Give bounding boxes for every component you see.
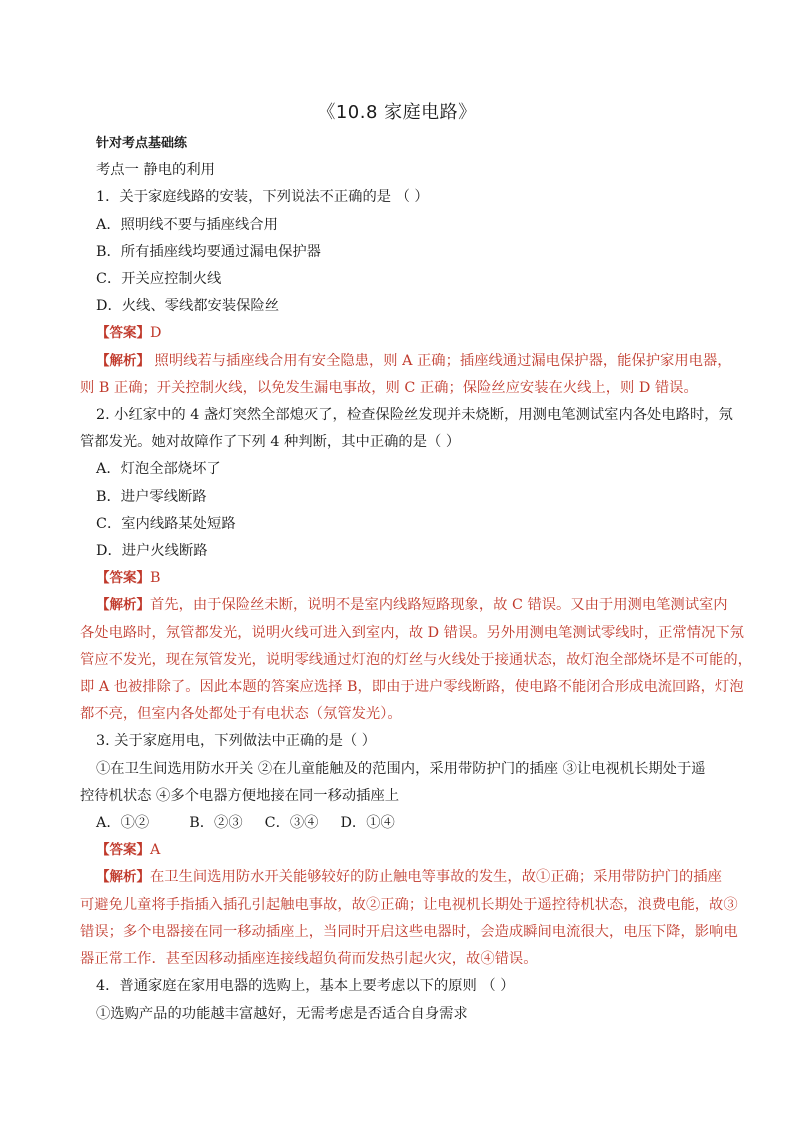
question-3-stem: 3. 关于家庭用电，下列做法中正确的是（ ） bbox=[96, 733, 377, 750]
question-1-analysis-line-1 bbox=[96, 348, 736, 375]
statement-number: ① bbox=[96, 1005, 111, 1022]
question-2-analysis-line-2: 各处电路时，氖管都发光，说明火线可进入到室内，故 D 错误。另外用测电笔测试零线时，正常情况下氖 bbox=[80, 624, 744, 641]
analysis-text: 首先，由于保险丝未断，说明不是室内线路短路现象，故 C 错误。又由于用测电笔测试室内 bbox=[150, 597, 728, 614]
question-1-option-b: B．所有插座线均要通过漏电保护器 bbox=[96, 243, 321, 260]
statement-text: 让电视机长期处于遥 bbox=[576, 760, 706, 777]
topic-heading: 考点一 静电的利用 bbox=[96, 162, 215, 179]
question-2-stem-line-2: 管都发光。她对故障作了下列 4 种判断，其中正确的是（ ） bbox=[80, 434, 461, 451]
answer-label: 【答案】 bbox=[96, 570, 150, 587]
question-3-choice-b: B．②③ bbox=[189, 815, 243, 832]
statement-ref: ④ bbox=[480, 951, 495, 968]
question-2-option-c: C．室内线路某处短路 bbox=[96, 515, 236, 532]
analysis-text: 错误。 bbox=[494, 951, 538, 968]
statement-text: 多个电器方便地接在同一移动插座上 bbox=[170, 787, 400, 804]
question-2-analysis-line-5: 都不亮，但室内各处都处于有电状态（氖管发光）。 bbox=[80, 706, 402, 723]
question-1-analysis-line-2: 则 B 正确；开关控制火线，以免发生漏电事故，则 C 正确；保险丝应安装在火线上，则 D 错误。 bbox=[80, 379, 698, 396]
section-heading: 针对考点基础练 bbox=[96, 136, 188, 151]
question-4-stem: 4．普通家庭在家用电器的选购上，基本上要考虑以下的原则 （ ） bbox=[96, 978, 515, 995]
statement-ref: ② bbox=[365, 896, 381, 913]
analysis-label: 【解析】 bbox=[96, 869, 150, 886]
question-3-analysis-line-3: 错误；多个电器接在同一移动插座上，当同时开启这些电器时，会造成瞬间电流很大，电压下降，影响电 bbox=[80, 923, 738, 940]
question-2-analysis-line-1 bbox=[96, 592, 736, 619]
page-title: 《10.8 家庭电路》 bbox=[317, 102, 477, 123]
question-3-choice-d: D．①④ bbox=[340, 815, 395, 832]
question-2-option-a: A．灯泡全部烧坏了 bbox=[96, 461, 221, 478]
question-1-stem: 1．关于家庭线路的安装，下列说法不正确的是 （ ） bbox=[96, 189, 429, 206]
question-1-option-a: A．照明线不要与插座线合用 bbox=[96, 216, 278, 233]
question-2-option-b: B．进户零线断路 bbox=[96, 488, 207, 505]
statement-ref: ① bbox=[536, 869, 551, 886]
answer-value: D bbox=[150, 325, 162, 342]
answer-label: 【答案】 bbox=[96, 842, 150, 859]
question-3-choices bbox=[96, 810, 736, 837]
statement-text: 控待机状态 bbox=[80, 787, 157, 804]
analysis-text: 在卫生间选用防水开关能够较好的防止触电等事故的发生，故 bbox=[150, 869, 537, 886]
question-2-option-d: D．进户火线断路 bbox=[96, 543, 208, 560]
answer-value: B bbox=[150, 570, 161, 587]
question-3-statements-line-2 bbox=[80, 783, 736, 810]
statement-number: ② bbox=[257, 760, 273, 777]
analysis-text: 可避免儿童将手指插入插孔引起触电事故，故 bbox=[80, 896, 366, 913]
question-3-statements-line-1 bbox=[96, 756, 736, 783]
question-2-answer bbox=[96, 565, 736, 592]
question-3-choice-a: A．①② bbox=[96, 815, 150, 832]
question-1-option-c: C．开关应控制火线 bbox=[96, 271, 222, 288]
question-3-analysis-line-2 bbox=[80, 892, 736, 919]
question-3-analysis-line-1 bbox=[96, 864, 736, 891]
question-4-statement-1 bbox=[96, 1001, 736, 1028]
statement-number: ③ bbox=[562, 760, 577, 777]
statement-text: 在儿童能触及的范围内，采用带防护门的插座 bbox=[272, 760, 563, 777]
question-3-answer bbox=[96, 837, 736, 864]
answer-label: 【答案】 bbox=[96, 325, 150, 342]
analysis-text: 照明线若与插座线合用有安全隐患，则 A 正确；插座线通过漏电保护器，能保护家用电器， bbox=[150, 352, 732, 369]
question-3-choice-c: C．③④ bbox=[264, 815, 319, 832]
question-2-stem-line-1: 2. 小红家中的 4 盏灯突然全部熄灭了，检查保险丝发现并未烧断，用测电笔测试室内各处电路时，氖 bbox=[96, 407, 733, 424]
analysis-label: 【解析】 bbox=[96, 597, 150, 614]
statement-number: ① bbox=[96, 760, 111, 777]
statement-text: 在卫生间选用防水开关 bbox=[110, 760, 258, 777]
statement-number: ④ bbox=[156, 787, 171, 804]
analysis-label: 【解析】 bbox=[96, 352, 150, 369]
answer-value: A bbox=[150, 842, 161, 859]
statement-ref: ③ bbox=[723, 896, 738, 913]
document-body bbox=[80, 130, 752, 1028]
question-3-analysis-line-4 bbox=[80, 946, 736, 973]
question-1-answer bbox=[96, 320, 736, 347]
analysis-text: 正确；采用带防护门的插座 bbox=[550, 869, 722, 886]
question-2-analysis-line-3: 管应不发光，现在氖管发光，说明零线通过灯泡的灯丝与火线处于接通状态，故灯泡全部烧坏是不可能的， bbox=[80, 651, 752, 668]
question-2-analysis-line-4: 即 A 也被排除了。因此本题的答案应选择 B，即由于进户零线断路，使电路不能闭合形成电流回路，灯泡 bbox=[80, 679, 744, 696]
question-1-option-d: D．火线、零线都安装保险丝 bbox=[96, 298, 280, 315]
statement-text: 选购产品的功能越丰富越好，无需考虑是否适合自身需求 bbox=[110, 1005, 468, 1022]
analysis-text: 器正常工作．甚至因移动插座连接线超负荷而发热引起火灾，故 bbox=[80, 951, 481, 968]
analysis-text: 正确；让电视机长期处于遥控待机状态，浪费电能，故 bbox=[380, 896, 724, 913]
